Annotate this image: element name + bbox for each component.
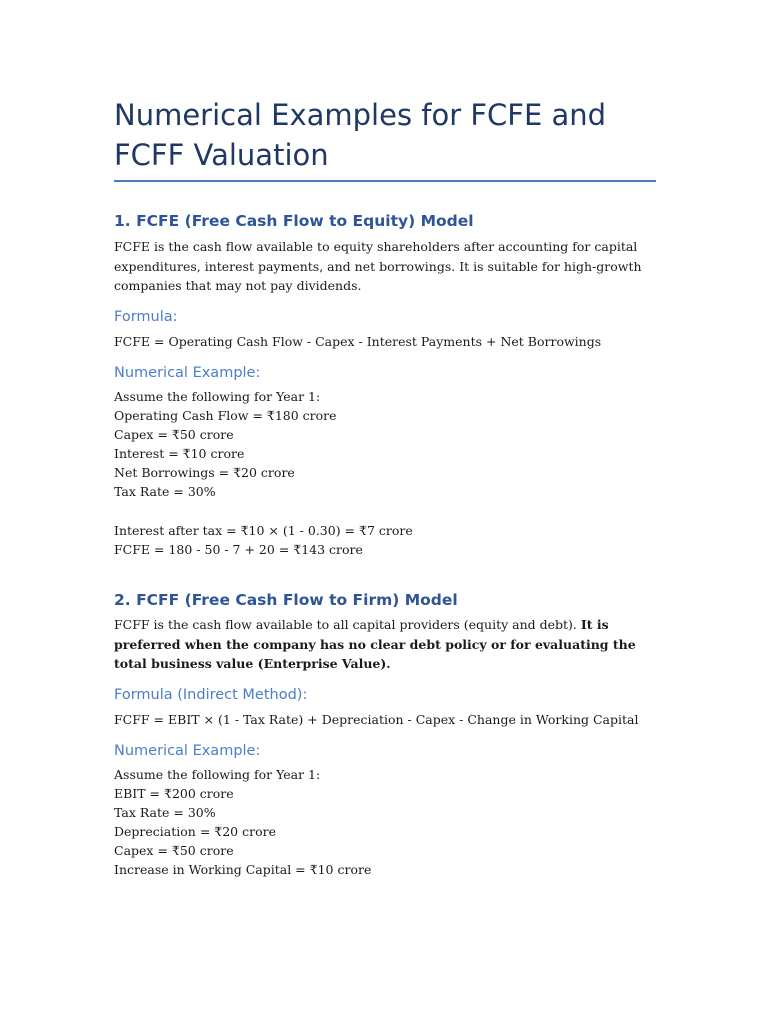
section-1-example-line: Tax Rate = 30% <box>114 484 216 499</box>
section-2-example-line: Tax Rate = 30% <box>114 805 216 820</box>
section-2-heading: 2. FCFF (Free Cash Flow to Firm) Model <box>114 591 458 609</box>
section-2-example-line: Depreciation = ₹20 crore <box>114 824 276 839</box>
section-2-formula-heading: Formula (Indirect Method): <box>114 687 308 703</box>
section-2-intro-bold: It is preferred when the company has no clear debt policy or for evaluating the total business value (Enterprise Value). <box>114 617 636 671</box>
section-1-formula-heading: Formula: <box>114 309 178 325</box>
section-2-example-line: EBIT = ₹200 crore <box>114 786 234 801</box>
section-1-example-line: Assume the following for Year 1: <box>114 389 321 404</box>
section-2-formula: FCFF = EBIT × (1 - Tax Rate) + Depreciation - Capex - Change in Working Capital <box>114 712 639 727</box>
section-2-example-line: Increase in Working Capital = ₹10 crore <box>114 862 372 877</box>
section-2-example-line: Capex = ₹50 crore <box>114 843 234 858</box>
title-underline <box>114 180 656 182</box>
section-1-example-line: Operating Cash Flow = ₹180 crore <box>114 408 337 423</box>
section-1-intro: FCFE is the cash flow available to equity shareholders after accounting for capital expenditures, interest payments, and net borrowings. It is suitable for high-growth companies that may not pay dividends. <box>114 239 642 293</box>
section-2-example-line: Assume the following for Year 1: <box>114 767 321 782</box>
section-1-example-line: Net Borrowings = ₹20 crore <box>114 465 295 480</box>
section-2-intro <box>114 615 656 674</box>
document-title: Numerical Examples for FCFE and FCFF Valuation <box>114 98 607 172</box>
section-1-calc-line: Interest after tax = ₹10 × (1 - 0.30) = ₹7 crore <box>114 523 413 538</box>
section-1-formula: FCFE = Operating Cash Flow - Capex - Interest Payments + Net Borrowings <box>114 334 602 349</box>
section-1-calc-line: FCFE = 180 - 50 - 7 + 20 = ₹143 crore <box>114 542 363 557</box>
section-2-intro-plain: FCFF is the cash flow available to all capital providers (equity and debt). <box>114 617 577 632</box>
section-1-example-heading: Numerical Example: <box>114 365 261 381</box>
section-1-example-line: Capex = ₹50 crore <box>114 427 234 442</box>
section-1-example-line: Interest = ₹10 crore <box>114 446 245 461</box>
section-2-example-heading: Numerical Example: <box>114 743 261 759</box>
section-1-heading: 1. FCFE (Free Cash Flow to Equity) Model <box>114 212 474 230</box>
